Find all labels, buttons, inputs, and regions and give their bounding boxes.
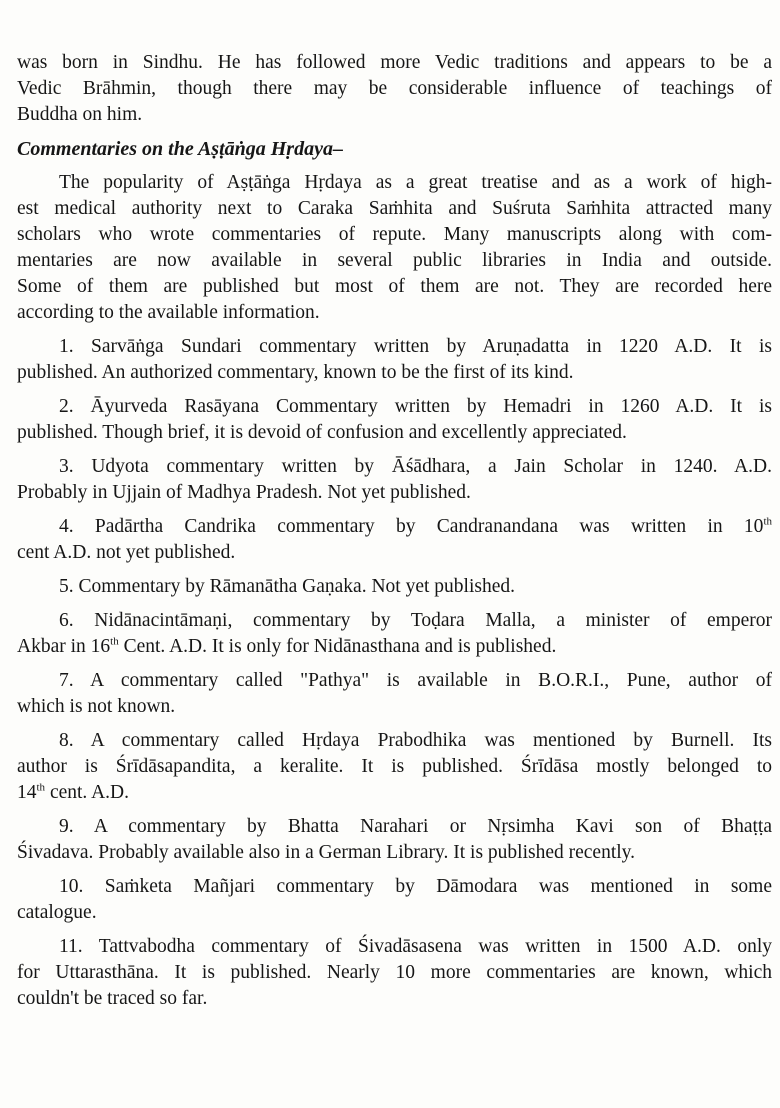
paragraph [17, 608, 772, 660]
text-line: 7. A commentary called "Pathya" is available in B.O.R.I., Pune, author of [59, 670, 772, 691]
document-page [17, 50, 772, 1020]
text-line: 1. Sarvāṅga Sundari commentary written by Aruṇadatta in 1220 A.D. It is [59, 336, 772, 357]
text-line: Some of them are published but most of them are not. They are recorded here [17, 276, 772, 297]
text-line: 8. A commentary called Hṛdaya Prabodhika was mentioned by Burnell. Its [59, 730, 772, 751]
paragraph [17, 814, 772, 866]
paragraph [17, 668, 772, 720]
text-line: catalogue. [17, 902, 97, 923]
text-line: was born in Sindhu. He has followed more Vedic traditions and appears to be a [17, 52, 772, 73]
text-line: according to the available information. [17, 302, 320, 323]
text-line: author is Śrīdāsapandita, a keralite. It is published. Śrīdāsa mostly belonged to [17, 756, 772, 777]
text-line: 11. Tattvabodha commentary of Śivadāsasena was written in 1500 A.D. only [59, 936, 772, 957]
text-line: Vedic Brāhmin, though there may be considerable influence of teachings of [17, 78, 772, 99]
text-line: 4. Padārtha Candrika commentary by Candranandana was written in 10th [59, 515, 772, 537]
paragraph [17, 334, 772, 386]
text-line: Probably in Ujjain of Madhya Pradesh. Not yet published. [17, 482, 471, 503]
text-line: published. Though brief, it is devoid of confusion and excellently appreciated. [17, 422, 627, 443]
text-line: 2. Āyurveda Rasāyana Commentary written by Hemadri in 1260 A.D. It is [59, 396, 772, 417]
text-line: 3. Udyota commentary written by Āśādhara, a Jain Scholar in 1240. A.D. [59, 456, 772, 477]
text-line: The popularity of Aṣṭāṅga Hṛdaya as a great treatise and as a work of high- [59, 172, 772, 193]
text-line: 9. A commentary by Bhatta Narahari or Nṛsimha Kavi son of Bhaṭṭa [59, 816, 772, 837]
text-line: 6. Nidānacintāmaṇi, commentary by Toḍara Malla, a minister of emperor [59, 610, 772, 631]
text-line: cent A.D. not yet published. [17, 542, 236, 563]
text-line: est medical authority next to Caraka Saṁhita and Suśruta Saṁhita attracted many [17, 198, 772, 219]
superscript: th [110, 635, 119, 648]
text-line: mentaries are now available in several public libraries in India and outside. [17, 250, 772, 271]
text-line: Buddha on him. [17, 104, 143, 125]
text-line: couldn't be traced so far. [17, 988, 208, 1009]
text-line: for Uttarasthāna. It is published. Nearly 10 more commentaries are known, which [17, 962, 772, 983]
paragraph [17, 874, 772, 926]
text-line: published. An authorized commentary, known to be the first of its kind. [17, 362, 574, 383]
paragraph [17, 170, 772, 326]
paragraph [17, 934, 772, 1012]
paragraph [17, 514, 772, 566]
text-line: 5. Commentary by Rāmanātha Gaṇaka. Not yet published. [59, 576, 515, 597]
text-line: Akbar in 16th Cent. A.D. It is only for Nidānasthana and is published. [17, 635, 557, 657]
text-line: which is not known. [17, 696, 176, 717]
section-heading [17, 136, 772, 162]
text-line: scholars who wrote commentaries of repute. Many manuscripts along with com- [17, 224, 772, 245]
text-line: 14th cent. A.D. [17, 781, 130, 803]
paragraph [17, 50, 772, 128]
text-line: Commentaries on the Aṣṭāṅga Hṛdaya– [17, 138, 343, 160]
paragraph [17, 454, 772, 506]
superscript: th [763, 515, 772, 528]
paragraph [17, 728, 772, 806]
paragraph [17, 394, 772, 446]
text-line: Śivadava. Probably available also in a German Library. It is published recently. [17, 842, 636, 863]
paragraph [17, 574, 772, 600]
superscript: th [36, 781, 46, 794]
text-line: 10. Saṁketa Mañjari commentary by Dāmodara was mentioned in some [59, 876, 772, 897]
